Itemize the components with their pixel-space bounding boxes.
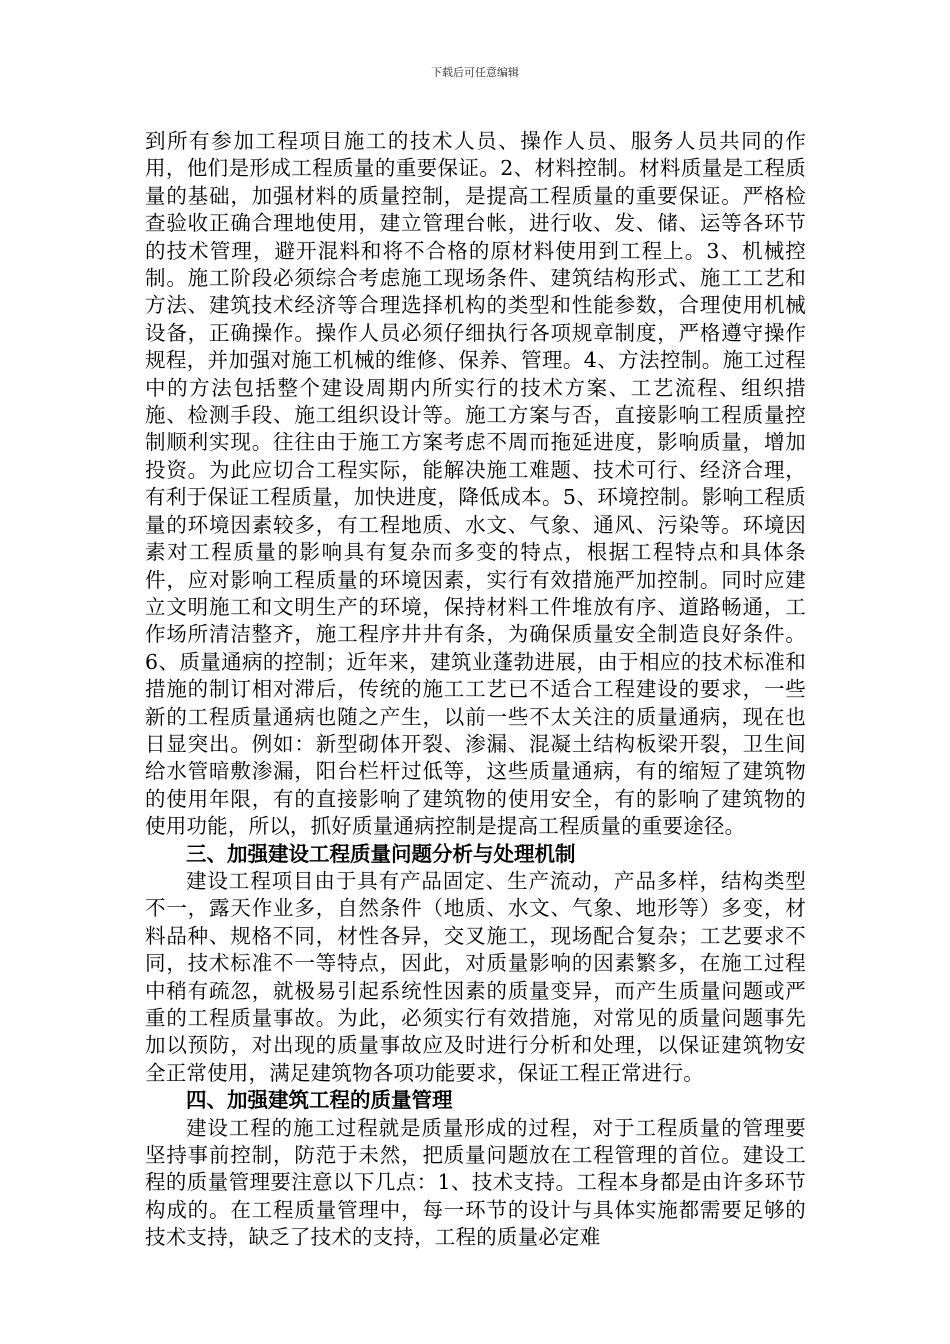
body-paragraph-2: 建设工程项目由于具有产品固定、生产流动，产品多样，结构类型不一，露天作业多，自然条件（地质、水文、气象、地形等）多变，材料品种、规格不同，材性各异，交叉施工，现场配合复杂；工艺要求不同，技术标准不一等特点，因此，对质量影响的因素繁多，在施工过程中稍有疏忽，就极易引起系统性因素的质量变异，而产生质量问题或严重的工程质量事故。为此，必须实行有效措施，对常见的质量问题事先加以预防，对出现的质量事故应及时进行分析和处理，以保证建筑物安全正常使用，满足建筑物各项功能要求，保证工程正常进行。	[145, 868, 806, 1085]
section-heading-3: 三、加强建设工程质量问题分析与处理机制	[186, 841, 576, 866]
document-body	[145, 128, 806, 1252]
body-paragraph-3: 建设工程的施工过程就是质量形成的过程，对于工程质量的管理要坚持事前控制，防范于未然，把质量问题放在工程管理的首位。建设工程的质量管理要注意以下几点：1、技术支持。工程本身都是由许多环节构成的。在工程质量管理中，每一环节的设计与具体实施都需要足够的技术支持，缺乏了技术的支持，工程的质量必定难	[145, 1115, 806, 1250]
body-paragraph-1: 到所有参加工程项目施工的技术人员、操作人员、服务人员共同的作用，他们是形成工程质量的重要保证。2、材料控制。材料质量是工程质量的基础，加强材料的质量控制，是提高工程质量的重要保证。严格检查验收正确合理地使用，建立管理台帐，进行收、发、储、运等各环节的技术管理，避开混料和将不合格的原材料使用到工程上。3、机械控制。施工阶段必须综合考虑施工现场条件、建筑结构形式、施工工艺和方法、建筑技术经济等合理选择机构的类型和性能参数，合理使用机械设备，正确操作。操作人员必须仔细执行各项规章制度，严格遵守操作规程，并加强对施工机械的维修、保养、管理。4、方法控制。施工过程中的方法包括整个建设周期内所实行的技术方案、工艺流程、组织措施、检测手段、施工组织设计等。施工方案与否，直接影响工程质量控制顺利实现。往往由于施工方案考虑不周而拖延进度，影响质量，增加投资。为此应切合工程实际，能解决施工难题、技术可行、经济合理，有利于保证工程质量，加快进度，降低成本。5、环境控制。影响工程质量的环境因素较多，有工程地质、水文、气象、通风、污染等。环境因素对工程质量的影响具有复杂而多变的特点，根据工程特点和具体条件，应对影响工程质量的环境因素，实行有效措施严加控制。同时应建立文明施工和文明生产的环境，保持材料工件堆放有序、道路畅通，工作场所清洁整齐，施工程序井井有条，为确保质量安全制造良好条件。6、质量通病的控制；近年来，建筑业蓬勃进展，由于相应的技术标准和措施的制订相对滞后，传统的施工工艺已不适合工程建设的要求，一些新的工程质量通病也随之产生，以前一些不太关注的质量通病，现在也日显突出。例如：新型砌体开裂、渗漏、混凝土结构板梁开裂，卫生间给水管暗敷渗漏，阳台栏杆过低等，这些质量通病，有的缩短了建筑物的使用年限，有的直接影响了建筑物的使用安全，有的影响了建筑物的使用功能，所以，抓好质量通病控制是提高工程质量的重要途径。	[145, 129, 806, 839]
section-heading-4: 四、加强建筑工程的质量管理	[186, 1088, 453, 1113]
page-header: 下载后可任意编辑	[431, 66, 519, 79]
